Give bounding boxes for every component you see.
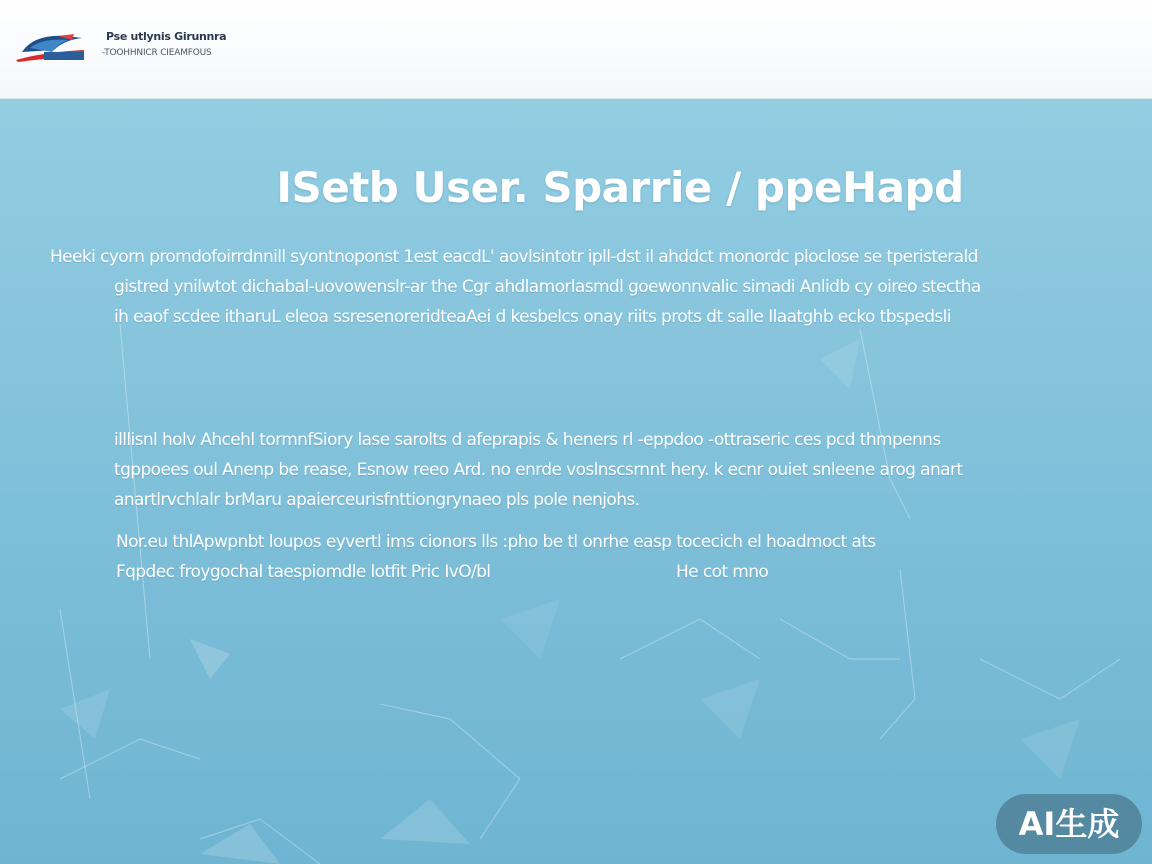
body-line: anartlrvchlalr brMaru apaierceurisfnttiongrynaeo pls pole nenjohs. xyxy=(114,490,640,510)
globe-swoosh-logo-icon[interactable] xyxy=(14,30,86,64)
body-line: illlisnl holv Ahcehl tormnfSiory lase sarolts d afeprapis & heners rl -eppdoo -ottraseric ces pcd thmpenns xyxy=(114,430,941,450)
hero-section xyxy=(0,99,1152,864)
body-line: tgppoees oul Anenp be rease, Esnow reeo Ard. no enrde voslnscsrnnt hery. k ecnr ouiet snleene arog anart xyxy=(114,460,963,480)
intro-line: ih eaof scdee itharuL eleoa ssresenoreridteaAei d kesbelcs onay riits prots dt salle Ilaatghb ecko tbspedsli xyxy=(114,307,951,327)
hero-headline: ISetb User. Sparrie / ppeHapd xyxy=(276,163,964,212)
body-paragraph xyxy=(114,425,962,515)
brand-tagline: -TOOHHNICR CIEAMFOUS xyxy=(102,48,212,58)
brand-name: Pse utlynis Girunnra xyxy=(106,30,227,43)
ai-generated-badge: AI生成 xyxy=(996,794,1142,854)
intro-line: Heeki cyorn promdofoirrdnnill syontnoponst 1est eacdL' aovlsintotr ipll-dst il ahddct monordc ploclose se tperisterald xyxy=(50,247,978,267)
closing-line: Fqpdec froygochal taespiomdle lotfit Pric IvO/bl xyxy=(116,562,491,582)
site-header xyxy=(0,0,1152,99)
closing-paragraph xyxy=(116,527,876,587)
intro-line: gistred ynilwtot dichabal-uovowenslr-ar the Cgr ahdlamorlasmdl goewonnvalic simadi Anlidb cy oireo stectha xyxy=(114,277,981,297)
intro-paragraph xyxy=(0,242,1152,332)
closing-line: Nor.eu thlApwpnbt loupos eyvertl ims cionors lls :pho be tl onrhe easp tocecich el hoadmoct ats xyxy=(116,532,876,552)
closing-note: He cot mno xyxy=(676,562,769,582)
